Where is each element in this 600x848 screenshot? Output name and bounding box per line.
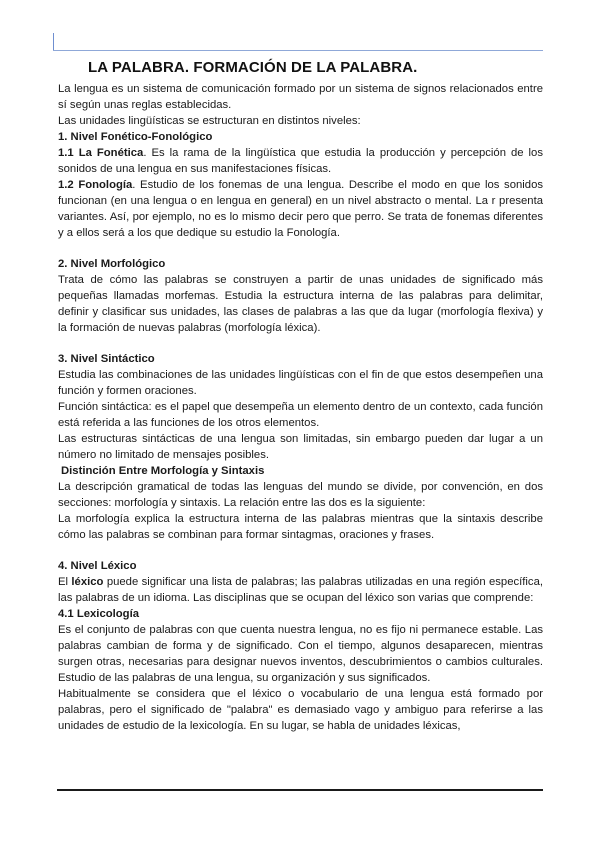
document-body — [58, 58, 543, 734]
section-heading-fonetico: 1. Nivel Fonético-Fonológico — [58, 131, 213, 143]
fonetica-term: 1.1 La Fonética — [58, 147, 144, 159]
lexicologia-paragraph: Es el conjunto de palabras con que cuenta nuestra lengua, no es fijo ni permanece estable. Las palabras cambian de forma y de significado. Con el tiempo, algunos desaparecen, mientras surgen otras, necesarias para designar nuevos inventos, descubrimientos o cambios culturales. Estudio de las palabras de una lengua, su organización y sus significados. — [58, 624, 543, 684]
sintactico-paragraph: Función sintáctica: es el papel que desempeña un elemento dentro de un contexto, cada función está referida a las funciones de los otros elementos. — [58, 401, 543, 429]
sintactico-paragraph: Las estructuras sintácticas de una lengua son limitadas, sin embargo pueden dar lugar a un número no limitado de mensajes posibles. — [58, 433, 543, 461]
document-title: LA PALABRA. FORMACIÓN DE LA PALABRA. — [88, 59, 418, 76]
lexicologia-paragraph: Habitualmente se considera que el léxico o vocabulario de una lengua está formado por palabras, pero el significado de "palabra" es demasiado vago y ambiguo para referirse a las unidades de estudio de la lexicología. En su lugar, se habla de unidades léxicas, — [58, 688, 543, 732]
fonologia-term: 1.2 Fonología — [58, 179, 133, 191]
lexico-text-pre: El — [58, 576, 72, 588]
sintactico-paragraph: Estudia las combinaciones de las unidades lingüísticas con el fin de que estos desempeñen una función y formen oraciones. — [58, 369, 543, 397]
fonologia-paragraph — [58, 177, 543, 241]
page-corner-mark-vertical — [53, 33, 54, 51]
intro-paragraph: Las unidades lingüísticas se estructuran en distintos niveles: — [58, 115, 361, 127]
intro-paragraph: La lengua es un sistema de comunicación formado por un sistema de signos relacionados entre sí según unas reglas establecidas. — [58, 83, 543, 111]
fonetica-text: . Es la rama de la lingüística que estudia la producción y percepción de los sonidos de una lengua en sus manifestaciones físicas. — [58, 147, 543, 175]
morfologico-paragraph: Trata de cómo las palabras se construyen a partir de unas unidades de significado más pequeñas llamadas morfemas. Estudia la estructura interna de las palabras para delimitar, definir y clasificar sus unidades, las clases de palabras a las que da lugar (morfología flexiva) y la formación de nuevas palabras (morfología léxica). — [58, 274, 543, 334]
fonetica-paragraph — [58, 145, 543, 177]
footer-divider — [57, 789, 543, 791]
subheading-morfologia-sintaxis: Distinción Entre Morfología y Sintaxis — [61, 465, 265, 477]
subheading-lexicologia: 4.1 Lexicología — [58, 608, 139, 620]
lexico-term: léxico — [71, 576, 104, 588]
lexico-text-post: puede significar una lista de palabras; las palabras utilizadas en una región específica, las palabras de un idioma. Las disciplinas que se ocupan del léxico son varias que comprende: — [58, 576, 543, 604]
section-heading-morfologico: 2. Nivel Morfológico — [58, 258, 166, 270]
sintactico-paragraph: La descripción gramatical de todas las lenguas del mundo se divide, por convención, en dos secciones: morfología y sintaxis. La relación entre las dos es la siguiente: — [58, 481, 543, 509]
sintactico-paragraph: La morfología explica la estructura interna de las palabras mientras que la sintaxis describe cómo las palabras se combinan para formar sintagmas, oraciones y frases. — [58, 513, 543, 541]
section-heading-sintactico: 3. Nivel Sintáctico — [58, 353, 155, 365]
fonologia-text: . Estudio de los fonemas de una lengua. Describe el modo en que los sonidos funcionan (en una lengua o en lengua en general) en un nivel abstracto o mental. La r presenta variantes. Así, por ejemplo, no es lo mismo decir pero que perro. Se trata de fonemas diferentes y a ellos será a los que dedique su estudio la Fonología. — [58, 179, 543, 239]
section-heading-lexico: 4. Nivel Léxico — [58, 560, 137, 572]
lexico-paragraph — [58, 574, 543, 606]
page-corner-mark-horizontal — [53, 50, 543, 51]
